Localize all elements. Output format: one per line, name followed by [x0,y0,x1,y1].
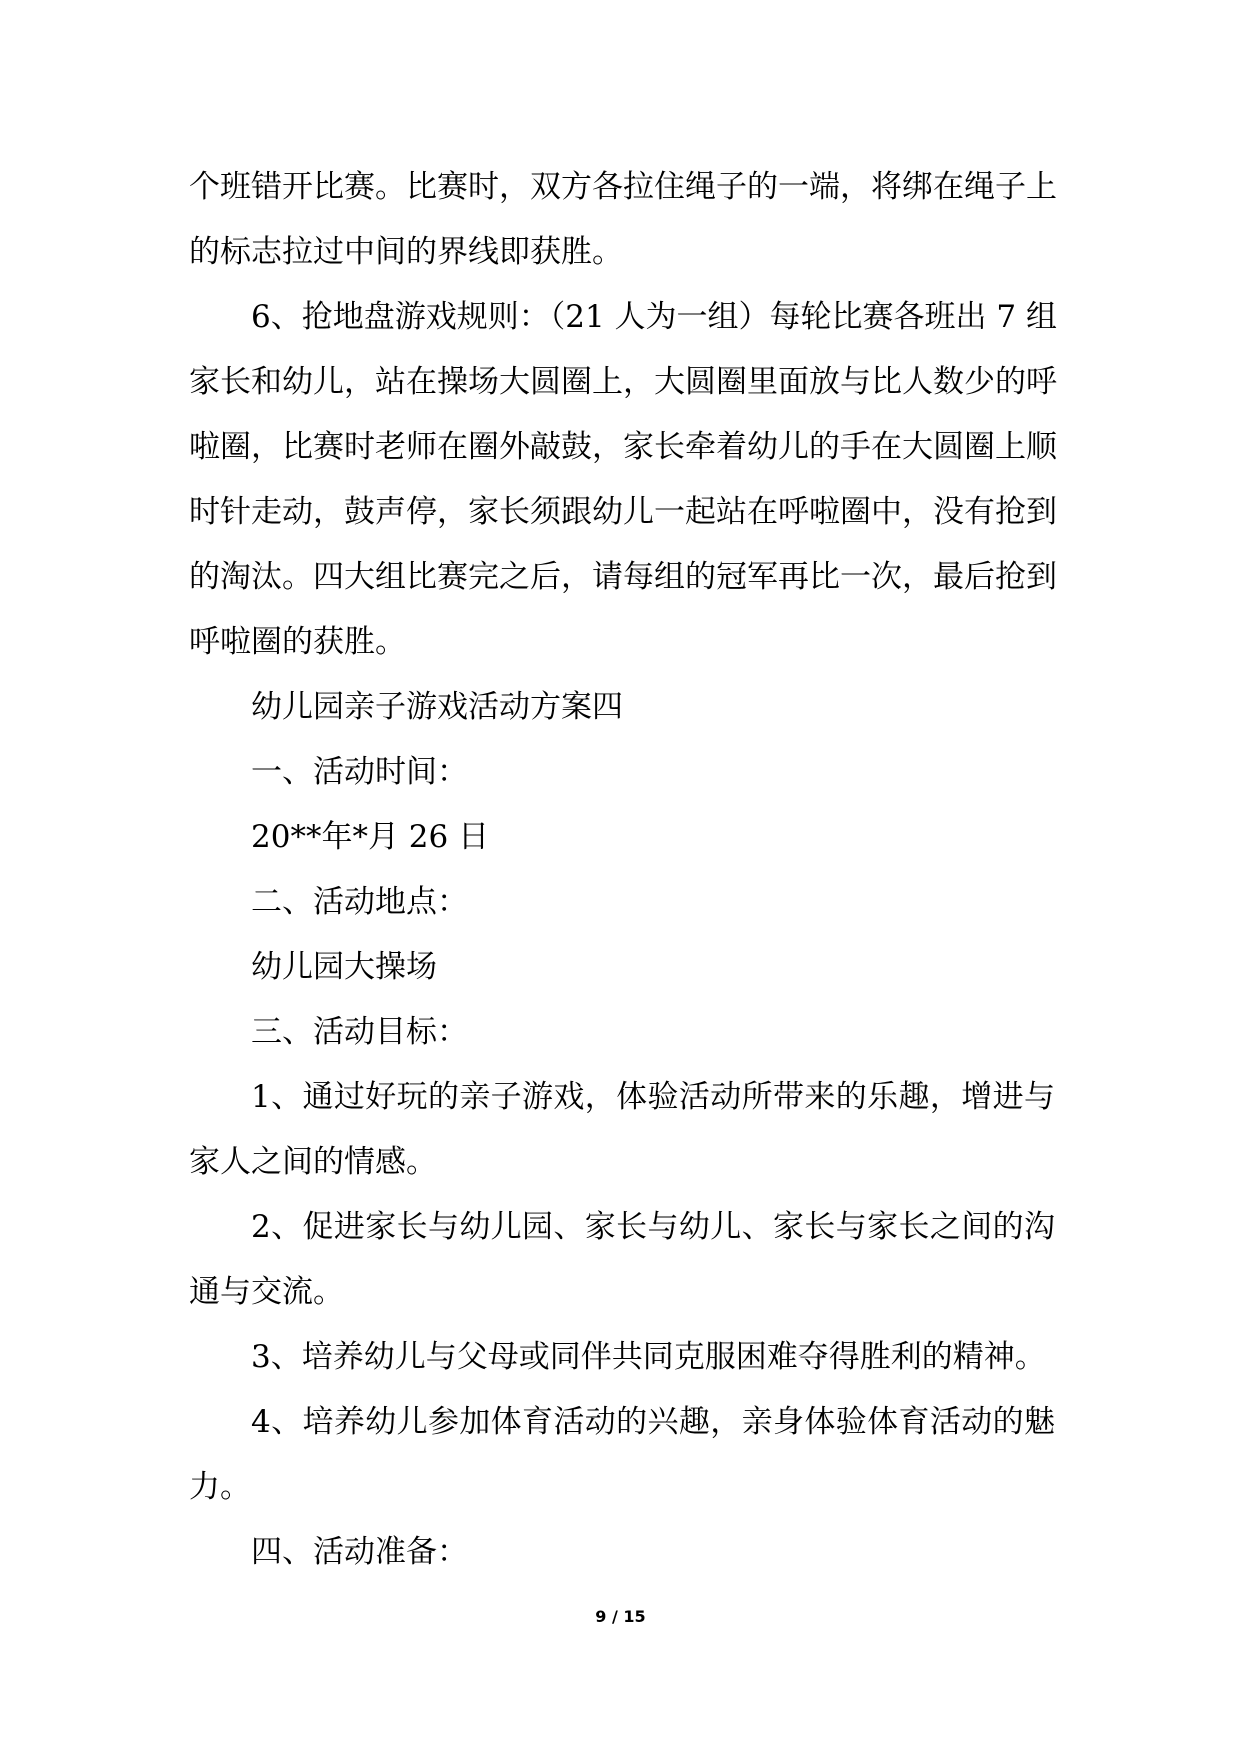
text-line: 时针走动，鼓声停，家长须跟幼儿一起站在呼啦圈中，没有抢到 [189,494,1057,530]
text-line: 呼啦圈的获胜。 [189,624,406,660]
activity-date [189,805,1055,870]
goal-3 [189,1325,1055,1390]
text-line: 家长和幼儿，站在操场大圆圈上，大圆圈里面放与比人数少的呼 [189,364,1057,400]
text-line: 幼儿园亲子游戏活动方案四 [251,689,623,725]
text-line: 3、培养幼儿与父母或同伴共同克服困难夺得胜利的精神。 [251,1339,1046,1375]
text-line: 三、活动目标： [251,1014,468,1050]
text-line: 2、促进家长与幼儿园、家长与幼儿、家长与家长之间的沟 [251,1209,1055,1245]
text-line: 力。 [189,1469,251,1505]
text-line: 二、活动地点： [251,884,468,920]
section-title [189,675,1055,740]
text-line: 4、培养幼儿参加体育活动的兴趣，亲身体验体育活动的魅 [251,1404,1055,1440]
goal-1 [189,1065,1055,1195]
goal-4 [189,1390,1055,1520]
text-line: 的淘汰。四大组比赛完之后，请每组的冠军再比一次，最后抢到 [189,559,1057,595]
heading-activity-preparation [189,1520,1055,1585]
heading-activity-goals [189,1000,1055,1065]
text-line: 个班错开比赛。比赛时，双方各拉住绳子的一端，将绑在绳子上 [189,169,1057,205]
text-line: 家人之间的情感。 [189,1144,437,1180]
text-line: 的标志拉过中间的界线即获胜。 [189,234,623,270]
paragraph-tug-of-war-end [189,155,1055,285]
text-line: 20**年*月 26 日 [251,819,490,855]
text-line: 1、通过好玩的亲子游戏，体验活动所带来的乐趣，增进与 [251,1079,1055,1115]
text-line: 6、抢地盘游戏规则：（21 人为一组）每轮比赛各班出 7 组 [251,299,1057,335]
heading-activity-location [189,870,1055,935]
text-line: 幼儿园大操场 [251,949,437,985]
text-line: 四、活动准备： [251,1534,468,1570]
heading-activity-time [189,740,1055,805]
paragraph-rule-6 [189,285,1055,675]
text-line: 一、活动时间： [251,754,468,790]
text-line: 啦圈，比赛时老师在圈外敲鼓，家长牵着幼儿的手在大圆圈上顺 [189,429,1057,465]
document-body [189,155,1055,1585]
goal-2 [189,1195,1055,1325]
activity-location [189,935,1055,1000]
text-line: 通与交流。 [189,1274,344,1310]
page-number: 9 / 15 [595,1607,646,1626]
